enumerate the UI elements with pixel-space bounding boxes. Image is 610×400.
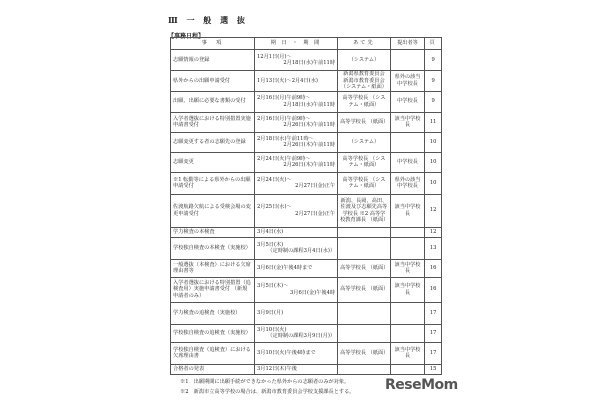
row-date: [255, 112, 338, 132]
row-submitter: 中学校長: [390, 91, 425, 112]
table-row: [171, 342, 442, 364]
row-page: 10: [425, 172, 442, 194]
table-row: [171, 277, 442, 302]
row-recipient: 高等学校長 （システム・紙面）: [338, 152, 391, 172]
resemom-logo: ReseMom: [385, 377, 458, 393]
table-row: [171, 152, 442, 172]
row-page: 9: [425, 71, 442, 92]
date-end: 2月18日(水)午前11時: [283, 101, 336, 108]
row-submitter: 該当中学校長: [390, 112, 425, 132]
date-end: 2月27日(金)正午: [295, 210, 336, 217]
row-date: [255, 324, 338, 342]
section-title: Ⅲ 一 般 選 抜: [168, 15, 248, 25]
date-start: 2月25日(水)～: [257, 204, 292, 210]
date-start: 2月18日(水)午前11時～: [257, 135, 314, 142]
row-item: 県外からの出願申請受付: [171, 71, 255, 92]
date-start: 3月4日(水): [257, 228, 284, 235]
row-date: [255, 364, 338, 374]
row-page: 10: [425, 132, 442, 152]
date-start: 2月16日(月)午前9時～: [257, 115, 311, 122]
row-recipient: 高等学校長 （紙面）: [338, 259, 391, 277]
row-recipient: 新潟県教育委員会 新潟市教育委員会 （システム・紙面）: [338, 71, 391, 92]
table-row: [171, 50, 442, 71]
table-row: [171, 172, 442, 194]
date-start: 3月10日(火): [257, 326, 287, 333]
row-recipient: 高等学校長 （システム・紙面）: [338, 91, 391, 112]
row-submitter: [390, 227, 425, 237]
row-submitter: 該当中学校長: [390, 259, 425, 277]
table-row: [171, 194, 442, 227]
date-end: （定時制の課程3月4日(水)）: [267, 248, 336, 254]
row-item: 一般選抜（本検査）における欠席理由書等: [171, 259, 255, 277]
row-page: 9: [425, 50, 442, 71]
footnote-2: ※2 新潟市立高等学校の場合は、新潟市教育委員会学校支援課長とする。: [180, 389, 355, 395]
row-item: 出願、出願に必要な書類の受付: [171, 91, 255, 112]
row-submitter: 該当中学校長: [390, 342, 425, 364]
row-date: [255, 302, 338, 324]
date-start: 3月5日(木): [257, 241, 284, 248]
row-submitter: [390, 302, 425, 324]
row-date: [255, 71, 338, 92]
date-start: 1月13日(火)～2月4日(水): [257, 77, 318, 84]
row-item: 学校独自検査（追検査）における欠席理由書: [171, 342, 255, 364]
row-page: 17: [425, 324, 442, 342]
row-item: 佐渡航路欠航による受検会場の変更申請受付: [171, 194, 255, 227]
row-item: 学力検査の本検査: [171, 227, 255, 237]
row-date: [255, 91, 338, 112]
row-date: [255, 227, 338, 237]
table-row: [171, 71, 442, 92]
row-page: 9: [425, 91, 442, 112]
row-item: 志願変更: [171, 152, 255, 172]
row-recipient: 高等学校長 （紙面）: [338, 342, 391, 364]
table-row: [171, 237, 442, 259]
header-page: 頁: [425, 38, 442, 50]
row-submitter: [390, 324, 425, 342]
row-recipient: [338, 237, 391, 259]
row-date: [255, 237, 338, 259]
header-item: 事 項: [171, 38, 255, 50]
row-date: [255, 152, 338, 172]
row-item: 入学者選抜における特別措置（追検査用）実施申請書受付 （新規申請者のみ）: [171, 277, 255, 302]
date-end: 2月26日(木)午前11時: [283, 122, 336, 128]
table-row: [171, 302, 442, 324]
row-recipient: （システム）: [338, 132, 391, 152]
row-submitter: 中学校長: [390, 152, 425, 172]
table-header: [171, 38, 442, 50]
row-page: 16: [425, 259, 442, 277]
row-page: 17: [425, 342, 442, 364]
date-start: 3月12日(木)午後: [257, 365, 297, 372]
row-page: 17: [425, 302, 442, 324]
schedule-table: [170, 37, 442, 375]
row-submitter: 該当中学校長: [390, 277, 425, 302]
date-start: 2月24日(火)午前9時～: [257, 155, 311, 162]
schedule-subtitle: 【事務日程】: [168, 33, 205, 40]
row-page: 12: [425, 194, 442, 227]
row-submitter: [390, 364, 425, 374]
row-page: 13: [425, 237, 442, 259]
row-date: [255, 132, 338, 152]
row-item: 合格者の発表: [171, 364, 255, 374]
row-page: 15: [425, 364, 442, 374]
footnote-1: ※1 出願期間に出願手続ができなかった県外からの志願者のみが対象。: [180, 379, 350, 385]
row-recipient: 高等学校長 （紙面）: [338, 277, 391, 302]
row-recipient: [338, 324, 391, 342]
row-date: [255, 277, 338, 302]
date-end: 2月27日(金)正午: [295, 183, 336, 189]
date-start: 3月6日(金)午後4時まで: [257, 264, 313, 271]
row-page: 11: [425, 112, 442, 132]
date-start: 2月24日(火)～: [257, 176, 292, 183]
row-item: 志願変更する者の志願先の登録: [171, 132, 255, 152]
row-date: [255, 259, 338, 277]
date-end: 3月6日(金)午後4時: [289, 289, 336, 296]
row-page: 16: [425, 277, 442, 302]
row-submitter: 県外の該当中学校長: [390, 71, 425, 92]
row-submitter: [390, 132, 425, 152]
row-date: [255, 50, 338, 71]
header-to: あて先: [338, 38, 391, 50]
date-end: 2月26日(木)午前11時: [283, 162, 336, 168]
row-date: [255, 172, 338, 194]
row-submitter: 県外の該当中学校長: [390, 172, 425, 194]
header-submitter: 提出者等: [390, 38, 425, 50]
row-recipient: [338, 227, 391, 237]
row-item: 志願情報の登録: [171, 50, 255, 71]
table-row: [171, 227, 442, 237]
row-page: 12: [425, 227, 442, 237]
row-date: [255, 194, 338, 227]
row-submitter: [390, 237, 425, 259]
row-recipient: 高等学校長 （紙面）: [338, 112, 391, 132]
row-recipient: [338, 364, 391, 374]
table-row: [171, 259, 442, 277]
table-row: [171, 364, 442, 374]
date-start: 3月10日(火)午後4時まで: [257, 349, 316, 356]
row-item: 入学者選抜における特別措置実施申請書受付: [171, 112, 255, 132]
row-submitter: [390, 50, 425, 71]
row-date: [255, 342, 338, 364]
row-page: 10: [425, 152, 442, 172]
header-date: 期 日 ・ 期 間: [255, 38, 338, 50]
table-row: [171, 324, 442, 342]
date-end: 2月18日(水)午前11時: [283, 60, 336, 66]
date-end: （定時制の課程3月9日(月)）: [267, 333, 336, 339]
table-row: [171, 112, 442, 132]
date-start: 3月9日(月): [257, 309, 284, 316]
row-item: 学力検査の追検査（実施校）: [171, 302, 255, 324]
row-recipient: 新潟、長岡、高田、佐渡及び志願先高等学校長 ※2 高等学校教育課長 （紙面）: [338, 194, 391, 227]
table-row: [171, 132, 442, 152]
row-recipient: [338, 302, 391, 324]
row-item: 学校独自検査の本検査（実施校）: [171, 237, 255, 259]
row-item: 学校独自検査の追検査（実施校）: [171, 324, 255, 342]
date-start: 3月5日(木)～: [257, 283, 289, 289]
date-start: 2月16日(月)午前9時～: [257, 95, 311, 101]
table-row: [171, 91, 442, 112]
date-start: 12月1日(月)～: [257, 53, 292, 60]
row-recipient: （システム）: [338, 50, 391, 71]
row-submitter: 該当中学校長: [390, 194, 425, 227]
date-end: 2月26日(木)午前11時: [283, 142, 336, 148]
row-recipient: 高等学校長 （システム・紙面）: [338, 172, 391, 194]
row-item: ※1 転勤等による県外からの出願申請受付: [171, 172, 255, 194]
